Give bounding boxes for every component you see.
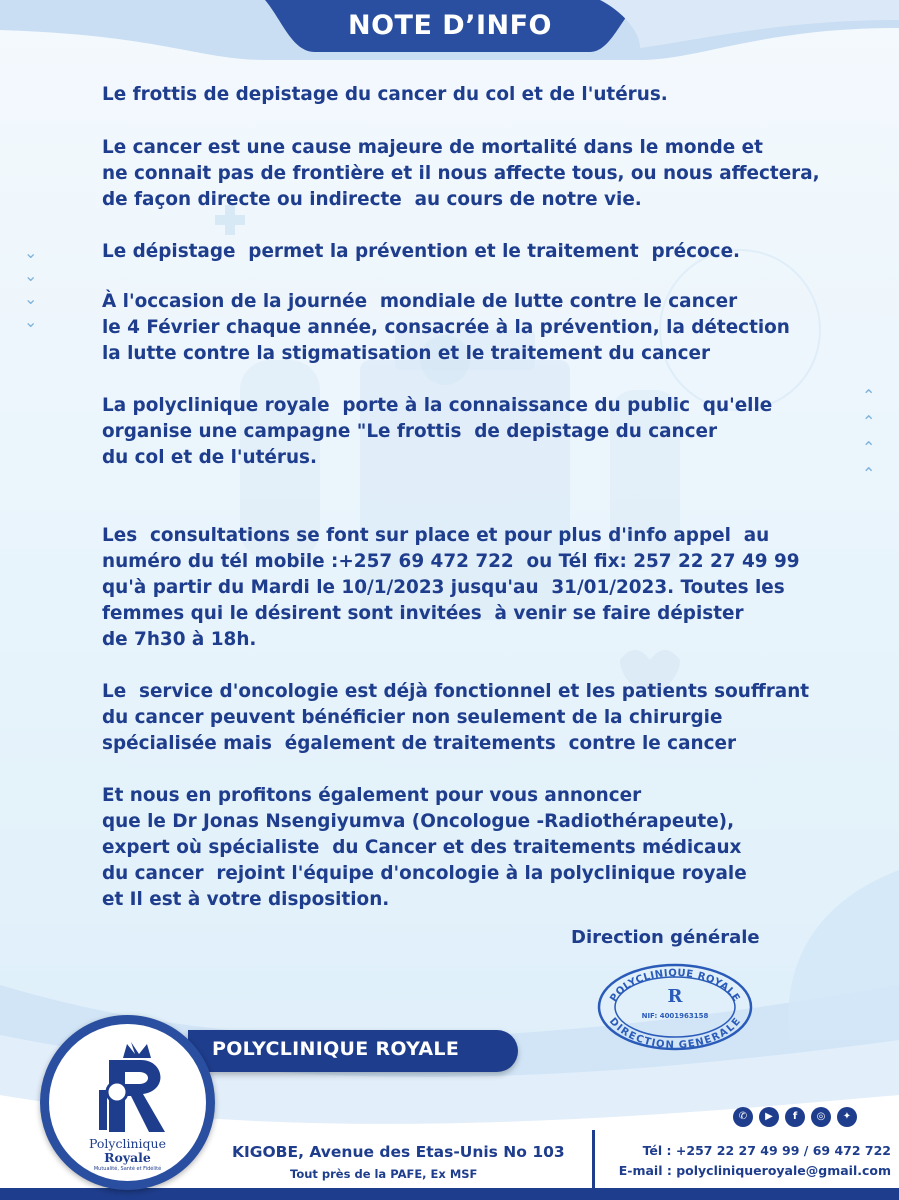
svg-text:NIF: 4001963158: NIF: 4001963158 (641, 1012, 709, 1020)
chevron-up-icon: ⌃ (862, 464, 876, 483)
clinic-logo (40, 1015, 215, 1190)
footer-phone[interactable]: Tél : +257 22 27 49 99 / 69 472 722 (642, 1143, 891, 1158)
chevron-up-icon: ⌃ (862, 412, 876, 431)
official-stamp (595, 962, 755, 1052)
clinic-name: POLYCLINIQUE ROYALE (212, 1038, 460, 1060)
chevron-up-icon: ⌃ (862, 438, 876, 457)
chevron-up-icon: ⌃ (862, 386, 876, 405)
logo-name: Polyclinique Royale (89, 1136, 166, 1165)
paragraph-world-day: À l'occasion de la journée mondiale de lutte contre le cancer le 4 Février chaque année, consacrée à la prévention, la détection la lutte contre la stigmatisation et le traitement du cancer (102, 291, 790, 364)
paragraph-campaign: La polyclinique royale porte à la connaissance du public qu'elle organise une campagne "Le frottis de depistage du cancer du col et de l'utérus. (102, 395, 773, 468)
chevron-down-icon: ⌄ (24, 312, 38, 331)
svg-text:R: R (667, 986, 683, 1007)
logo-tagline: Mutualité, Santé et Fidélité (93, 1166, 162, 1172)
clinic-name-banner (188, 1030, 518, 1072)
chevron-down-icon: ⌄ (24, 243, 38, 262)
paragraph-oncology-service: Le service d'oncologie est déjà fonctionnel et les patients souffrant du cancer peuvent bénéficier non seulement de la chirurgie spécialisée mais également de traitements contre le cancer (102, 681, 810, 754)
youtube-icon[interactable]: ▶ (759, 1107, 779, 1127)
twitter-icon[interactable]: ✦ (837, 1107, 857, 1127)
signature: Direction générale (571, 927, 760, 948)
svg-text:POLYCLINIQUE ROYALE: POLYCLINIQUE ROYALE (608, 967, 742, 1004)
footer-divider (592, 1130, 595, 1188)
crown-r-logo-icon (69, 1032, 186, 1137)
paragraph-title: Le frottis de depistage du cancer du col et de l'utérus. (102, 84, 668, 105)
footer-address-sub: Tout près de la PAFE, Ex MSF (290, 1167, 478, 1181)
chevron-down-icon: ⌄ (24, 289, 38, 308)
page-title: NOTE D’INFO (347, 10, 553, 41)
chevron-down-icon: ⌄ (24, 266, 38, 285)
paragraph-screening: Le dépistage permet la prévention et le traitement précoce. (102, 241, 741, 262)
footer-address: KIGOBE, Avenue des Etas-Unis No 103 (232, 1143, 565, 1161)
paragraph-cancer-intro: Le cancer est une cause majeure de mortalité dans le monde et ne connait pas de frontière et il nous affecte tous, ou nous affectera, de façon directe ou indirecte au cours de notre vie. (102, 137, 820, 210)
svg-text:DIRECTION GENERALE: DIRECTION GENERALE (606, 1016, 744, 1052)
instagram-icon[interactable]: ◎ (811, 1107, 831, 1127)
facebook-icon[interactable]: f (785, 1107, 805, 1127)
paragraph-new-doctor: Et nous en profitons également pour vous annoncer que le Dr Jonas Nsengiyumva (Oncologue -Radiothérapeute), expert où spécialiste du Cancer et des traitements médicaux du cancer rejoint l'équipe d'oncologie à la polyclinique royale et Il est à votre disposition. (102, 785, 747, 910)
whatsapp-icon[interactable]: ✆ (733, 1107, 753, 1127)
paragraph-consultations: Les consultations se font sur place et pour plus d'info appel au numéro du tél mobile :+257 69 472 722 ou Tél fix: 257 22 27 49 99 qu'à partir du Mardi le 10/1/2023 jusqu'au 31/01/2023. Toutes les femmes qui le désirent sont invitées à venir se faire dépister de 7h30 à 18h. (102, 525, 800, 650)
footer-email[interactable]: E-mail : polycliniqueroyale@gmail.com (618, 1163, 891, 1178)
